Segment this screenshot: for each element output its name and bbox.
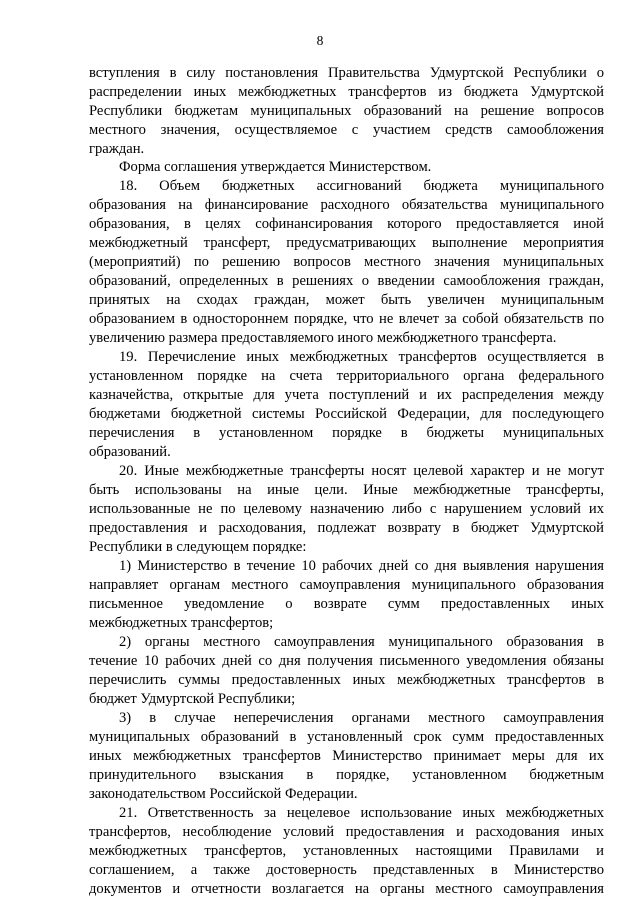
text-line: образований.	[89, 444, 171, 460]
text-line: граждан.	[89, 141, 145, 157]
text-line: (мероприятий) по решению вопросов местного значения муниципальных	[89, 254, 604, 270]
text-line: местного значения, осуществляемое с участием средств самообложения	[89, 122, 604, 138]
text-line: трансфертов, несоблюдение условий предоставления и расходования иных	[89, 824, 604, 840]
text-line: принятых на сходах граждан, может быть увеличен муниципальным	[89, 292, 604, 308]
text-line: письменное уведомление о возврате сумм предоставленных иных	[89, 596, 604, 612]
text-line: законодательством Российской Федерации.	[89, 786, 358, 802]
text-line: принудительного взыскания в порядке, установленном бюджетным	[89, 767, 604, 783]
text-line: 3) в случае неперечисления органами местного самоуправления	[119, 710, 604, 726]
text-line: межбюджетных трансфертов;	[89, 615, 274, 631]
text-line: 1) Министерство в течение 10 рабочих дней со дня выявления нарушения	[119, 558, 604, 574]
text-line: межбюджетных трансфертов, установленных настоящими Правилами и	[89, 843, 604, 859]
text-line: перечисления в установленном порядке в бюджеты муниципальных	[89, 425, 604, 441]
page-number: 8	[316, 33, 324, 48]
text-line: Республики бюджетам муниципальных образований на решение вопросов	[89, 103, 604, 119]
text-line: иных межбюджетных трансфертов Министерство принимает меры для их	[89, 748, 604, 764]
text-line: Форма соглашения утверждается Министерством.	[119, 159, 432, 175]
text-line: увеличению размера предоставляемого иного межбюджетного трансферта.	[89, 330, 557, 346]
text-line: образованием в одностороннем порядке, что не влечет за собой обязательств по	[89, 311, 604, 327]
text-line: соглашением, а также достоверность представленных в Министерство	[89, 862, 604, 878]
text-line: казначейства, открытые для учета поступлений и их распределения между	[89, 387, 604, 403]
text-line: бюджет Удмуртской Республики;	[89, 691, 296, 707]
text-line: образования, в целях софинансирования которого предоставляется иной	[89, 216, 604, 232]
text-line: перечислить суммы предоставленных иных межбюджетных трансфертов в	[89, 672, 604, 688]
text-line: межбюджетный трансферт, предусматривающих выполнение мероприятия	[89, 235, 604, 251]
text-line: бюджетами бюджетной системы Российской Федерации, для последующего	[89, 406, 604, 422]
text-line: направляет органам местного самоуправления муниципального образования	[89, 577, 604, 593]
text-line: распределении иных межбюджетных трансфертов из бюджета Удмуртской	[89, 84, 604, 100]
text-line: 2) органы местного самоуправления муниципального образования в	[119, 634, 604, 650]
text-line: образования на финансирование расходного обязательства муниципального	[89, 197, 604, 213]
text-line: образований, определенных в решениях о введении самообложения граждан,	[89, 273, 604, 289]
text-line: документов и отчетности возлагается на органы местного самоуправления	[89, 881, 604, 897]
text-line: 20. Иные межбюджетные трансферты носят целевой характер и не могут	[119, 463, 604, 479]
text-line: 18. Объем бюджетных ассигнований бюджета муниципального	[119, 178, 604, 194]
text-line: использованные не по целевому назначению либо с нарушением условий их	[89, 501, 604, 517]
text-line: 21. Ответственность за нецелевое использование иных межбюджетных	[119, 805, 604, 821]
text-line: Республики в следующем порядке:	[89, 539, 307, 555]
text-line: муниципальных образований в установленный срок сумм предоставленных	[89, 729, 604, 745]
text-line: вступления в силу постановления Правительства Удмуртской Республики о	[89, 65, 604, 81]
text-line: быть использованы на иные цели. Иные межбюджетные трансферты,	[89, 482, 604, 498]
text-line: предоставления и расходования, подлежат возврату в бюджет Удмуртской	[89, 520, 604, 536]
text-line: течение 10 рабочих дней со дня получения письменного уведомления обязаны	[89, 653, 604, 669]
text-line: установленном порядке на счета территориального органа федерального	[89, 368, 604, 384]
text-line: 19. Перечисление иных межбюджетных трансфертов осуществляется в	[119, 349, 604, 365]
